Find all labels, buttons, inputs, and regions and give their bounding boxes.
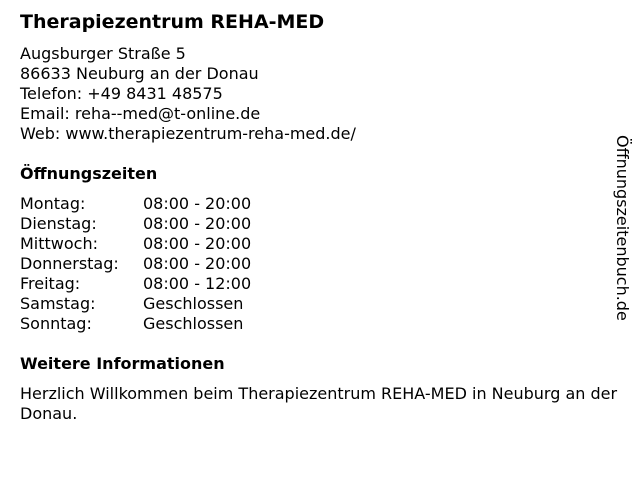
website: Web: www.therapiezentrum-reha-med.de/ — [20, 124, 356, 143]
day-label: Montag: — [20, 194, 86, 213]
hours-row — [20, 274, 625, 294]
day-label: Dienstag: — [20, 214, 97, 233]
hours-row — [20, 234, 625, 254]
day-label: Donnerstag: — [20, 254, 119, 273]
hours-row — [20, 194, 625, 214]
email-address: Email: reha--med@t-online.de — [20, 104, 261, 123]
time-value: 08:00 - 20:00 — [143, 214, 252, 233]
more-info-title: Weitere Informationen — [20, 354, 225, 373]
opening-hours-title: Öffnungszeiten — [20, 164, 158, 183]
hours-row — [20, 214, 625, 234]
time-value: 08:00 - 12:00 — [143, 274, 252, 293]
street-address: Augsburger Straße 5 — [20, 44, 186, 63]
opening-hours-table — [20, 194, 625, 334]
time-value: 08:00 - 20:00 — [143, 254, 252, 273]
hours-row — [20, 294, 625, 314]
day-label: Sonntag: — [20, 314, 92, 333]
hours-row — [20, 254, 625, 274]
day-label: Mittwoch: — [20, 234, 98, 253]
brand-watermark: Öffnungszeitenbuch.de — [613, 135, 632, 321]
time-value: 08:00 - 20:00 — [143, 194, 252, 213]
phone-number: Telefon: +49 8431 48575 — [20, 84, 223, 103]
time-value: Geschlossen — [143, 294, 244, 313]
business-name: Therapiezentrum REHA-MED — [20, 11, 325, 33]
address-block — [20, 44, 625, 144]
city-address: 86633 Neuburg an der Donau — [20, 64, 259, 83]
day-label: Freitag: — [20, 274, 81, 293]
hours-row — [20, 314, 625, 334]
time-value: Geschlossen — [143, 314, 244, 333]
business-card — [20, 10, 625, 424]
time-value: 08:00 - 20:00 — [143, 234, 252, 253]
more-info-text: Herzlich Willkommen beim Therapiezentrum REHA-MED in Neuburg an der Donau. — [20, 384, 618, 423]
day-label: Samstag: — [20, 294, 96, 313]
